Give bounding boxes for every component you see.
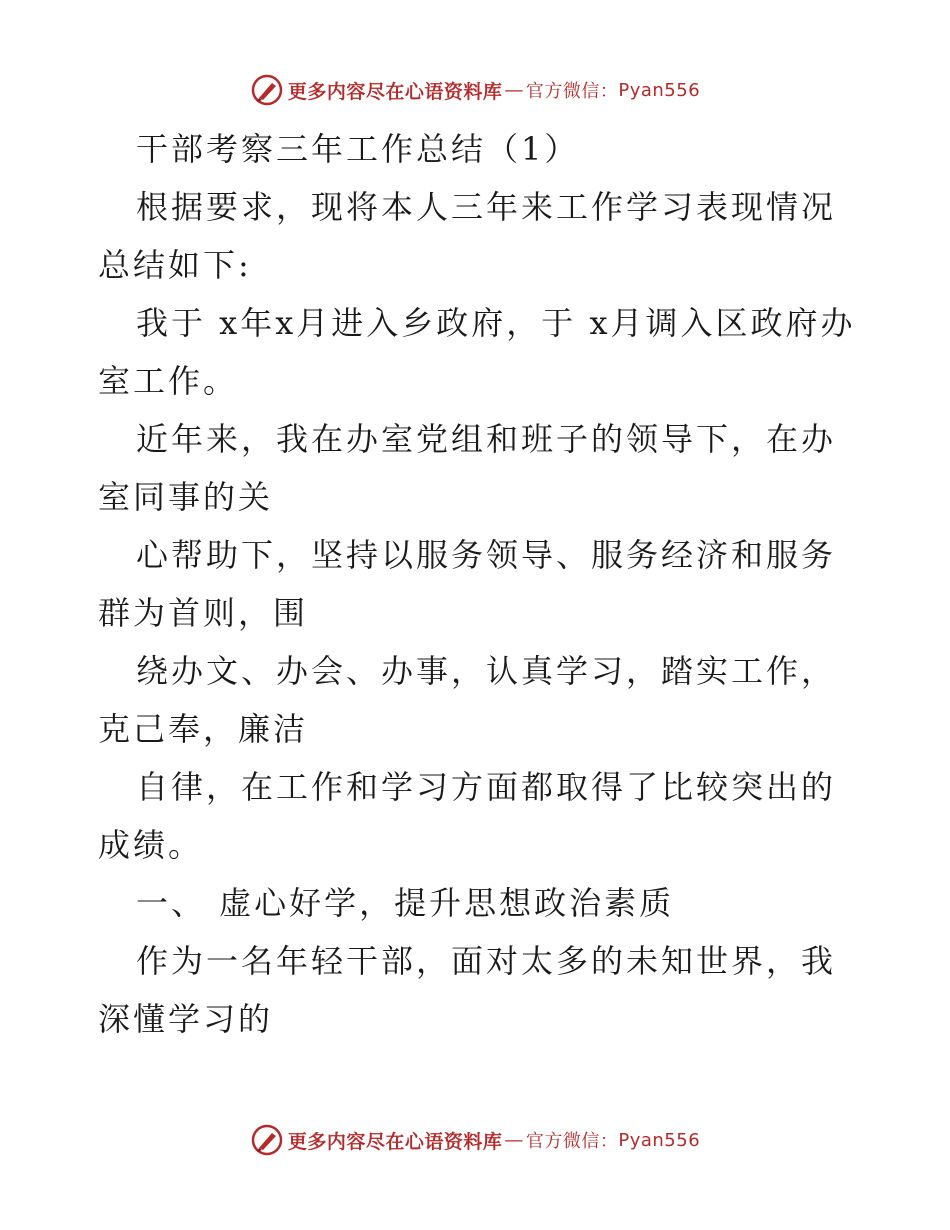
document-body (98, 120, 858, 1048)
pen-logo-icon (250, 1123, 284, 1157)
banner-wechat-label: 官方微信： (525, 1131, 619, 1152)
banner-dash: — (504, 1129, 524, 1151)
banner-text: 更多内容尽在心语资料库 (287, 1130, 503, 1153)
banner-dash: — (504, 79, 524, 101)
header-banner (0, 70, 950, 110)
banner-wechat-label: 官方微信： (525, 81, 619, 102)
paragraph: 近年来，我在办室党组和班子的领导下，在办室同事的关 (98, 420, 837, 516)
document-title: 干部考察三年工作总结（1） (136, 130, 580, 168)
paragraph: 自律，在工作和学习方面都取得了比较突出的成绩。 (98, 768, 837, 864)
banner-text: 更多内容尽在心语资料库 (287, 80, 503, 103)
paragraph: 心帮助下，坚持以服务领导、服务经济和服务群为首则，围 (98, 536, 837, 632)
paragraph: 我于 x年x月进入乡政府，于 x月调入区政府办室工作。 (98, 304, 856, 400)
paragraph: 作为一名年轻干部，面对太多的未知世界，我深懂学习的 (98, 942, 837, 1038)
paragraph: 绕办文、办会、办事，认真学习，踏实工作，克己奉，廉洁 (98, 652, 837, 748)
footer-banner (0, 1120, 950, 1160)
section-heading: 一、 虚心好学，提升思想政治素质 (136, 884, 675, 922)
pen-logo-icon (250, 73, 284, 107)
banner-wechat-id: Pyan556 (618, 79, 701, 101)
banner-wechat-id: Pyan556 (618, 1129, 701, 1151)
paragraph: 根据要求，现将本人三年来工作学习表现情况总结如下: (98, 188, 837, 284)
